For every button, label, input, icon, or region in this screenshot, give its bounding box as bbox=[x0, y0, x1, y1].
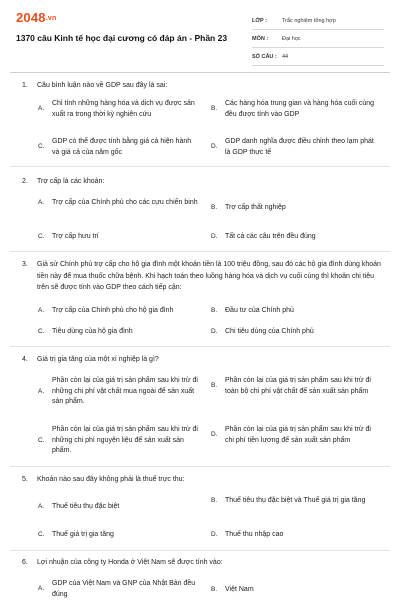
option-text: Trợ cấp của Chính phủ cho các cựu chiến binh bbox=[52, 199, 198, 206]
option-d[interactable] bbox=[211, 232, 376, 243]
option-text: GDP danh nghĩa được điều chỉnh theo lạm phát là GDP thực tế bbox=[225, 138, 374, 156]
question-stem bbox=[22, 474, 382, 486]
header-divider bbox=[10, 72, 390, 73]
option-letter: A. bbox=[38, 307, 45, 314]
option-letter: A. bbox=[38, 503, 45, 510]
question-divider bbox=[10, 166, 390, 167]
question-number: 4. bbox=[22, 356, 28, 363]
meta-row-class bbox=[252, 12, 384, 30]
question-number: 5. bbox=[22, 476, 28, 483]
option-letter: A. bbox=[38, 387, 45, 395]
option-text: Thuế thu nhập cao bbox=[225, 531, 284, 538]
option-a[interactable] bbox=[38, 306, 198, 317]
option-letter: C. bbox=[38, 436, 45, 444]
option-text: GDP của Việt Nam và GNP của Nhật Bản đều đúng bbox=[52, 580, 196, 598]
option-d[interactable] bbox=[211, 137, 376, 158]
option-a[interactable] bbox=[38, 376, 198, 408]
meta-row-subject bbox=[252, 30, 384, 48]
option-letter: B. bbox=[211, 382, 218, 390]
meta-value: 44 bbox=[282, 53, 289, 60]
question-divider bbox=[10, 346, 390, 347]
option-letter: C. bbox=[38, 328, 45, 335]
option-text: Các hàng hóa trung gian và hàng hóa cuối cùng đều được tính vào GDP bbox=[225, 100, 375, 118]
option-letter: C. bbox=[38, 531, 45, 538]
logo-suffix: .vn bbox=[45, 15, 57, 22]
question-stem bbox=[22, 557, 382, 569]
option-text: Phần còn lại của giá trị sản phẩm sau khi trừ đi toàn bộ chi phí vật chất để sản xuất sản phẩm bbox=[225, 377, 371, 395]
option-letter: B. bbox=[211, 105, 218, 113]
option-d[interactable] bbox=[211, 327, 376, 338]
logo-text: 2048 bbox=[16, 10, 46, 25]
question-divider bbox=[10, 251, 390, 252]
meta-key: MÔN : bbox=[252, 35, 269, 42]
option-b[interactable] bbox=[211, 203, 376, 214]
option-text: Chỉ tính những hàng hóa và dịch vụ được sản xuất ra trong thời kỳ nghiên cứu bbox=[52, 100, 195, 118]
question-number: 1. bbox=[22, 82, 28, 89]
option-letter: B. bbox=[211, 497, 218, 504]
question-number: 3. bbox=[22, 261, 28, 268]
option-text: Việt Nam bbox=[225, 586, 254, 593]
meta-key: LỚP : bbox=[252, 17, 267, 24]
question-text: Giá trị gia tăng của một xí nghiệp là gì? bbox=[37, 356, 159, 363]
option-text: Tất cả các câu trên đều đúng bbox=[225, 233, 316, 240]
option-letter: A. bbox=[38, 585, 45, 593]
option-letter: D. bbox=[211, 531, 218, 538]
option-letter: D. bbox=[211, 328, 218, 335]
option-d[interactable] bbox=[211, 530, 376, 541]
option-letter: D. bbox=[211, 233, 218, 240]
question-text: Giả sử Chính phủ trợ cấp cho hộ gia đình một khoản tiền là 100 triệu đồng, sau đó các hộ gia đình dùng khoản tiền này để mua thuốc chữa bệnh. Khi hạch toán theo luồng hàng hóa và dịch vụ cuối cùng thì khoản chi tiêu trên sẽ được tính vào GDP theo cách tiếp cận: bbox=[37, 261, 381, 291]
option-text: Phần còn lại của giá trị sản phẩm sau khi trừ đi chi phí tiền lương để sản xuất sản phẩm bbox=[225, 426, 371, 444]
option-text: Thuế giá trị gia tăng bbox=[52, 531, 114, 538]
option-a[interactable] bbox=[38, 579, 198, 600]
option-letter: D. bbox=[211, 143, 218, 151]
option-c[interactable] bbox=[38, 232, 198, 243]
option-d[interactable] bbox=[211, 425, 376, 446]
question-number: 2. bbox=[22, 178, 28, 185]
option-a[interactable] bbox=[38, 198, 198, 209]
option-c[interactable] bbox=[38, 327, 198, 338]
question-stem bbox=[22, 176, 382, 188]
meta-key: SỐ CÂU : bbox=[252, 53, 277, 60]
question-text: Khoản nào sau đây không phải là thuế trực thu: bbox=[37, 476, 185, 483]
meta-value: Đại học bbox=[282, 35, 301, 42]
option-b[interactable] bbox=[211, 376, 376, 397]
option-text: Đầu tư của Chính phủ bbox=[225, 307, 294, 314]
option-c[interactable] bbox=[38, 530, 198, 541]
question-stem bbox=[22, 80, 382, 92]
option-text: Trợ cấp của Chính phủ cho hộ gia đình bbox=[52, 307, 174, 314]
option-b[interactable] bbox=[211, 306, 376, 317]
option-a[interactable] bbox=[38, 502, 198, 513]
option-c[interactable] bbox=[38, 137, 198, 158]
document-title: 1370 câu Kinh tế học đại cương có đáp án - Phần 23 bbox=[16, 33, 228, 43]
option-text: Phần còn lại của giá trị sản phẩm sau khi trừ đi những chi phí vật chất mua ngoài để sản xuất sản phẩm. bbox=[52, 377, 198, 405]
question-text: Câu bình luận nào về GDP sau đây là sai: bbox=[37, 82, 168, 89]
question-stem bbox=[22, 354, 382, 366]
option-letter: A. bbox=[38, 199, 45, 206]
option-b[interactable] bbox=[211, 99, 376, 120]
question-divider bbox=[10, 550, 390, 551]
option-letter: B. bbox=[211, 204, 218, 211]
option-letter: B. bbox=[211, 586, 218, 593]
option-letter: B. bbox=[211, 307, 218, 314]
meta-table bbox=[252, 12, 384, 66]
option-letter: C. bbox=[38, 143, 45, 151]
meta-row-count bbox=[252, 48, 384, 66]
option-b[interactable] bbox=[211, 496, 376, 507]
option-text: Chi tiêu dùng của Chính phủ bbox=[225, 328, 314, 335]
option-text: Thuế tiêu thụ đặc biệt bbox=[52, 503, 120, 510]
option-letter: C. bbox=[38, 233, 45, 240]
option-text: GDP có thể được tính bằng giá cả hiện hành và giá cả của năm gốc bbox=[52, 138, 192, 156]
question-number: 6. bbox=[22, 559, 28, 566]
question-divider bbox=[10, 466, 390, 467]
site-logo[interactable] bbox=[16, 10, 56, 25]
option-text: Phần còn lại của giá trị sản phẩm sau khi trừ đi những chi phí nguyên liệu để sản xuất sản phẩm. bbox=[52, 426, 198, 454]
meta-value: Trắc nghiệm tổng hợp bbox=[282, 17, 336, 24]
question-stem bbox=[22, 259, 382, 294]
option-text: Tiêu dùng của hộ gia đình bbox=[52, 328, 133, 335]
question-text: Lợi nhuận của công ty Honda ở Việt Nam sẽ được tính vào: bbox=[37, 559, 223, 566]
option-text: Trợ cấp hưu trí bbox=[52, 233, 99, 240]
page-header bbox=[0, 0, 400, 70]
option-c[interactable] bbox=[38, 425, 198, 457]
option-text: Thuế tiêu thụ đặc biệt và Thuế giá trị gia tăng bbox=[225, 497, 366, 504]
option-b[interactable] bbox=[211, 585, 376, 596]
option-letter: A. bbox=[38, 105, 45, 113]
option-letter: D. bbox=[211, 431, 218, 439]
option-a[interactable] bbox=[38, 99, 198, 120]
question-text: Trợ cấp là các khoản: bbox=[37, 178, 105, 185]
option-text: Trợ cấp thất nghiệp bbox=[225, 204, 286, 211]
